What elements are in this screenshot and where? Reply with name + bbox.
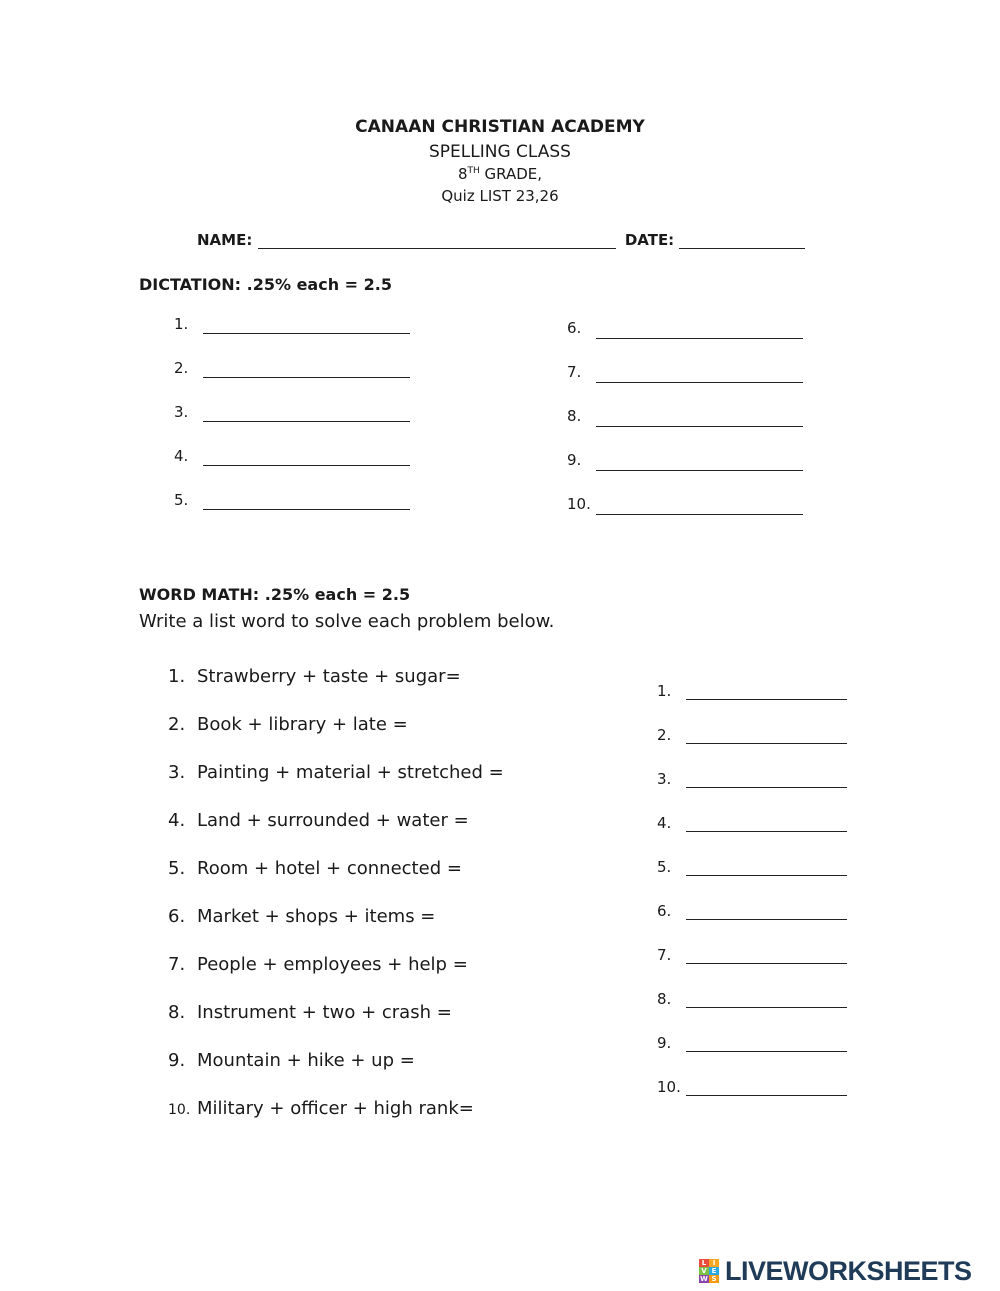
dictation-number: 1. (174, 315, 189, 333)
answer-number: 4. (657, 814, 672, 832)
answer-line[interactable] (686, 786, 847, 788)
logo-tile: L (699, 1259, 709, 1267)
dictation-answer-line[interactable] (203, 376, 410, 378)
grade-number: 8 (457, 165, 468, 183)
problem-item (168, 1098, 474, 1119)
dictation-heading: DICTATION: .25% each = 2.5 (139, 275, 392, 294)
name-label: NAME: (197, 231, 253, 249)
grade-word: GRADE, (479, 165, 543, 183)
dictation-answer-line[interactable] (203, 508, 410, 510)
logo-tile: V (699, 1267, 709, 1275)
answer-number: 8. (657, 990, 672, 1008)
quiz-list: Quiz LIST 23,26 (441, 187, 559, 205)
problem-number: 3. (168, 762, 186, 783)
dictation-number: 4. (174, 447, 189, 465)
problem-number: 2. (168, 714, 186, 735)
dictation-answer-line[interactable] (596, 337, 803, 339)
problem-text: Military + officer + high rank= (197, 1098, 474, 1119)
problem-item (168, 1050, 415, 1071)
class-name: SPELLING CLASS (429, 142, 571, 162)
problem-text: Painting + material + stretched = (197, 762, 504, 783)
dictation-number: 8. (567, 407, 582, 425)
problem-item (168, 1002, 452, 1023)
problem-number: 1. (168, 666, 186, 687)
problem-item (168, 762, 504, 783)
answer-number: 2. (657, 726, 672, 744)
answer-line[interactable] (686, 874, 847, 876)
problem-text: Mountain + hike + up = (197, 1050, 415, 1071)
problem-text: Book + library + late = (197, 714, 408, 735)
answer-number: 1. (657, 682, 672, 700)
answer-number: 5. (657, 858, 672, 876)
answer-number: 3. (657, 770, 672, 788)
dictation-answer-line[interactable] (203, 332, 410, 334)
answer-line[interactable] (686, 1006, 847, 1008)
problem-text: Instrument + two + crash = (197, 1002, 452, 1023)
school-title: CANAAN CHRISTIAN ACADEMY (355, 117, 645, 137)
name-field[interactable] (258, 233, 616, 249)
date-field[interactable] (679, 233, 805, 249)
answer-line[interactable] (686, 1050, 847, 1052)
problem-number: 10. (168, 1102, 191, 1118)
dictation-number: 5. (174, 491, 189, 509)
dictation-answer-line[interactable] (596, 425, 803, 427)
logo-tile: E (709, 1267, 719, 1275)
problem-item (168, 810, 469, 831)
problem-number: 7. (168, 954, 186, 975)
dictation-answer-line[interactable] (596, 513, 803, 515)
problem-item (168, 666, 461, 687)
dictation-answer-line[interactable] (596, 381, 803, 383)
answer-line[interactable] (686, 1094, 847, 1096)
problem-number: 5. (168, 858, 186, 879)
answer-line[interactable] (686, 742, 847, 744)
answer-line[interactable] (686, 918, 847, 920)
logo-tile: W (700, 1275, 708, 1283)
logo-tile: I (709, 1259, 719, 1267)
problem-item (168, 714, 408, 735)
logo-icon (699, 1259, 719, 1283)
problem-text: People + employees + help = (197, 954, 468, 975)
logo-tile: S (709, 1275, 719, 1283)
problem-number: 9. (168, 1050, 186, 1071)
problem-text: Market + shops + items = (197, 906, 436, 927)
date-label: DATE: (624, 231, 675, 249)
problem-item (168, 858, 462, 879)
dictation-number: 7. (567, 363, 582, 381)
problem-item (168, 906, 435, 927)
problem-number: 8. (168, 1002, 186, 1023)
answer-line[interactable] (686, 698, 847, 700)
answer-line[interactable] (686, 962, 847, 964)
answer-number: 10. (657, 1078, 681, 1096)
problem-number: 6. (168, 906, 186, 927)
liveworksheets-logo (699, 1257, 972, 1285)
dictation-number: 3. (174, 403, 189, 421)
answer-number: 7. (657, 946, 672, 964)
problem-item (168, 954, 468, 975)
dictation-number: 9. (567, 451, 582, 469)
logo-text: LIVEWORKSHEETS (725, 1255, 972, 1286)
dictation-number: 10. (567, 495, 591, 513)
answer-line[interactable] (686, 830, 847, 832)
problem-text: Strawberry + taste + sugar= (197, 666, 461, 687)
dictation-number: 6. (567, 319, 582, 337)
grade-line (0, 165, 1000, 183)
problem-text: Land + surrounded + water = (197, 810, 469, 831)
grade-suffix: TH (467, 166, 480, 176)
dictation-number: 2. (174, 359, 189, 377)
dictation-answer-line[interactable] (596, 469, 803, 471)
word-math-heading: WORD MATH: .25% each = 2.5 (139, 585, 411, 604)
answer-number: 6. (657, 902, 672, 920)
answer-number: 9. (657, 1034, 672, 1052)
dictation-answer-line[interactable] (203, 464, 410, 466)
problem-number: 4. (168, 810, 186, 831)
word-math-instruction: Write a list word to solve each problem below. (139, 611, 555, 632)
name-date-row (197, 231, 805, 249)
problem-text: Room + hotel + connected = (197, 858, 462, 879)
dictation-answer-line[interactable] (203, 420, 410, 422)
